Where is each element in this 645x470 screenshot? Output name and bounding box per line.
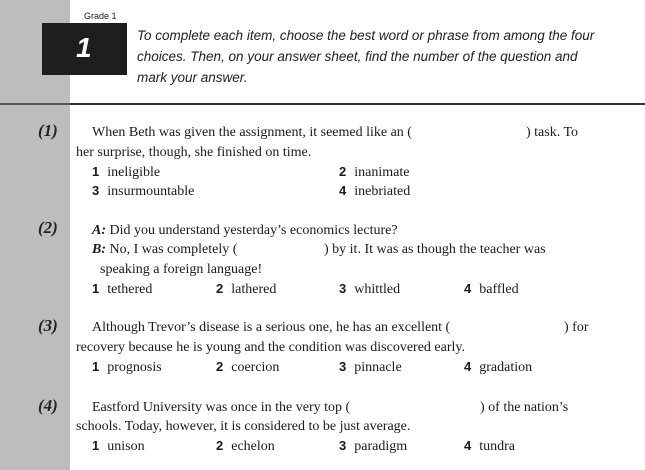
q1-option-4[interactable]: 4 inebriated	[339, 183, 411, 199]
q1-line1-b: ) task. To	[526, 125, 579, 140]
speaker-b: B:	[92, 242, 106, 257]
q4-line2: schools. Today, however, it is considered to be just average.	[76, 419, 411, 434]
divider-left	[0, 103, 70, 105]
question-number-4: (4)	[38, 396, 58, 415]
q3-option-3[interactable]: 3 pinnacle	[339, 359, 402, 375]
q4-option-1[interactable]: 1 unison	[92, 438, 145, 454]
header-divider	[70, 103, 645, 105]
q2-line-b1: B: No, I was completely (	[92, 242, 238, 257]
grade-label: Grade 1	[84, 11, 117, 21]
question-number-2: (2)	[38, 218, 58, 237]
q4-line1-b: ) of the nation’s	[480, 400, 569, 415]
q2-option-2[interactable]: 2 lathered	[216, 281, 277, 297]
q1-option-3[interactable]: 3 insurmountable	[92, 183, 195, 199]
q4-line1-a: Eastford University was once in the very top (	[92, 400, 351, 415]
q3-option-2[interactable]: 2 coercion	[216, 359, 280, 375]
q1-option-2[interactable]: 2 inanimate	[339, 164, 410, 180]
q1-line2: her surprise, though, she finished on time.	[76, 145, 312, 160]
q2-option-3[interactable]: 3 whittled	[339, 281, 401, 297]
q4-option-4[interactable]: 4 tundra	[464, 438, 515, 454]
question-number-3: (3)	[38, 316, 58, 335]
q2-line-a: A: Did you understand yesterday’s economics lecture?	[92, 223, 398, 238]
q1-line1-a: When Beth was given the assignment, it seemed like an (	[92, 125, 412, 140]
q2-option-1[interactable]: 1 tethered	[92, 281, 153, 297]
q2-option-4[interactable]: 4 baffled	[464, 281, 519, 297]
q2-line-b2: ) by it. It was as though the teacher was	[324, 242, 546, 257]
q4-option-3[interactable]: 3 paradigm	[339, 438, 408, 454]
q3-option-4[interactable]: 4 gradation	[464, 359, 533, 375]
speaker-a: A:	[92, 223, 106, 238]
question-number-1: (1)	[38, 121, 58, 140]
q2-line-b3: speaking a foreign language!	[100, 262, 263, 277]
q3-line2: recovery because he is young and the condition was discovered early.	[76, 340, 466, 355]
q3-line1-a: Although Trevor’s disease is a serious one, he has an excellent (	[92, 320, 451, 335]
instructions: To complete each item, choose the best word or phrase from among the four choices. Then, on your answer sheet, find the number of the question and mark your answer.	[137, 28, 595, 85]
q4-option-2[interactable]: 2 echelon	[216, 438, 275, 454]
section-number: 1	[76, 32, 92, 63]
q3-option-1[interactable]: 1 prognosis	[92, 359, 162, 375]
q1-option-1[interactable]: 1 ineligible	[92, 164, 161, 180]
q3-line1-b: ) for	[564, 320, 589, 335]
